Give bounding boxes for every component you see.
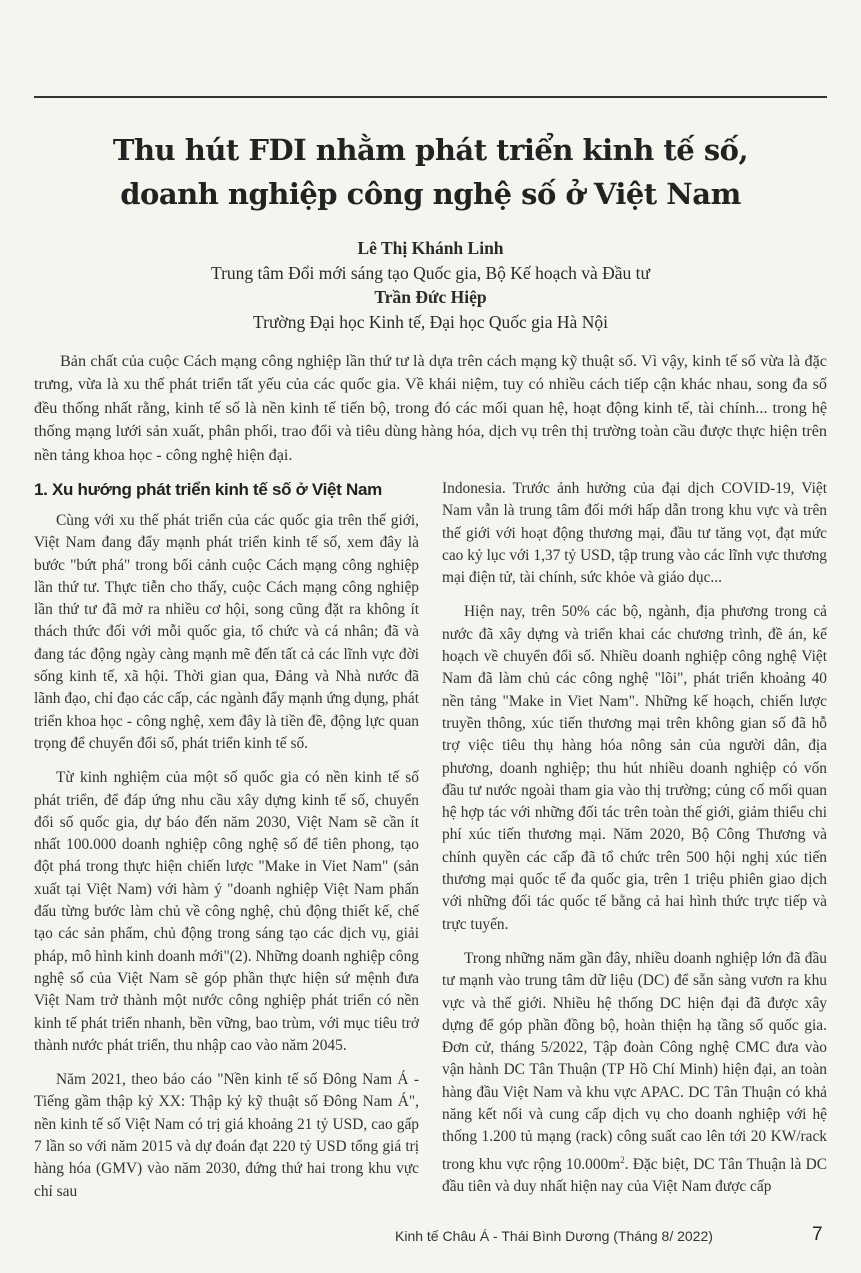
- author-2-affiliation: Trường Đại học Kinh tế, Đại học Quốc gia Hà Nội: [253, 311, 608, 332]
- paragraph: [442, 948, 827, 1198]
- author-1-affiliation: Trung tâm Đổi mới sáng tạo Quốc gia, Bộ Kế hoạch và Đầu tư: [211, 262, 650, 283]
- author-block: [34, 236, 827, 334]
- paragraph: Hiện nay, trên 50% các bộ, ngành, địa phương trong cả nước đã xây dựng và triển khai các chương trình, đề án, kế hoạch về chuyển đổi số. Nhiều doanh nghiệp công nghệ Việt Nam đã làm chủ các công nghệ "lõi", phát triển khoảng 40 nền tảng "Make in Viet Nam". Những kế hoạch, chiến lược truyền thông, xúc tiến thương mại trên không gian số đã hỗ trợ việc tiêu thụ hàng hóa nông sản của người dân, địa phương, doanh nghiệp; thu hút nhiều doanh nghiệp có vốn đầu tư nước ngoài tham gia vào thị trường; củng cố mối quan hệ hợp tác với những đối tác trên toàn thế giới, giảm thiểu chi phí xúc tiến thương mại. Năm 2020, Bộ Công Thương và chính quyền các cấp đã tổ chức trên 500 hội nghị xúc tiến thương mại quốc tế đa quốc gia, trên 1 triệu phiên giao dịch với những đối tác quốc tế bằng cả hai hình thức trực tiếp và trực tuyến.: [442, 603, 827, 933]
- author-1-name: Lê Thị Khánh Linh: [357, 238, 504, 258]
- section-heading: 1. Xu hướng phát triển kinh tế số ở Việt Nam: [34, 480, 382, 499]
- superscript: 2: [620, 1154, 625, 1165]
- page-number: 7: [812, 1224, 823, 1245]
- left-column: [34, 478, 419, 1215]
- abstract: Bản chất của cuộc Cách mạng công nghiệp lần thứ tư là dựa trên cách mạng kỹ thuật số. Vì vậy, kinh tế số vừa là đặc trưng, vừa là xu thế phát triển tất yếu của các quốc gia. Về khái niệm, tuy có nhiều cách tiếp cận khác nhau, song đa số đều thống nhất rằng, kinh tế số là nền kinh tế tiến bộ, trong đó các mối quan hệ, hoạt động kinh tế, tài chính... trong hệ thống mạng lưới sản xuất, phân phối, trao đổi và tiêu dùng hàng hóa, dịch vụ trên thị trường toàn cầu được thực hiện trên nền tảng khoa học - công nghệ hiện đại.: [34, 352, 827, 464]
- paragraph: Từ kinh nghiệm của một số quốc gia có nền kinh tế số phát triển, để đáp ứng nhu cầu xây dựng kinh tế số, chuyển đổi số quốc gia, dự báo đến năm 2030, Việt Nam sẽ cần ít nhất 100.000 doanh nghiệp công nghệ số để tiên phong, tạo đột phá trong thực hiện chiến lược "Make in Viet Nam" (sản xuất tại Việt Nam) với hàm ý "doanh nghiệp Việt Nam phấn đấu từng bước làm chủ về công nghệ, chủ động thiết kế, chế tạo các sản phẩm, chủ động trong sáng tạo các dịch vụ, giải pháp, mô hình kinh doanh mới"(2). Những doanh nghiệp công nghệ số của Việt Nam sẽ góp phần thực hiện sứ mệnh đưa Việt Nam trở thành một nước công nghiệp phát triển có nền kinh tế phát triển nhanh, bền vững, bao trùm, với mục tiêu trở thành nước phát triển, thu nhập cao vào năm 2045.: [34, 769, 419, 1054]
- header-rule: [34, 96, 827, 98]
- right-column: [442, 478, 827, 1210]
- title-line-2: doanh nghiệp công nghệ số ở Việt Nam: [120, 177, 741, 211]
- journal-footer: Kinh tế Châu Á - Thái Bình Dương (Tháng 8/ 2022): [395, 1228, 713, 1244]
- paragraph-text: Trong những năm gần đây, nhiều doanh nghiệp lớn đã đầu tư mạnh vào trung tâm dữ liệu (DC) để sẵn sàng vươn ra khu vực và thế giới. Nhiều hệ thống DC hiện đại đã được xây dựng để góp phần đồng bộ, hoàn thiện hạ tầng số quốc gia. Đơn cử, tháng 5/2022, Tập đoàn Công nghệ CMC đưa vào vận hành DC Tân Thuận (TP Hồ Chí Minh) hiện đại, an toàn hàng đầu Việt Nam và khu vực APAC. DC Tân Thuận có khả năng kết nối và cung cấp dịch vụ cho doanh nghiệp với hệ thống 1.200 tủ mạng (rack) công suất cao lên tới 20 KW/rack trong khu vực rộng 10.000m: [442, 949, 827, 1173]
- paragraph: Năm 2021, theo báo cáo "Nền kinh tế số Đông Nam Á - Tiếng gầm thập kỷ XX: Thập kỷ kỹ thuật số Đông Nam Á", nền kinh tế số Việt Nam có trị giá khoảng 21 tỷ USD, cao gấp 7 lần so với năm 2015 và dự đoán đạt 220 tỷ USD tổng giá trị hàng hóa (GMV) vào năm 2030, đứng thứ hai trong khu vực chỉ sau: [34, 1071, 419, 1200]
- article-title: [34, 128, 827, 216]
- title-line-1: Thu hút FDI nhằm phát triển kinh tế số,: [112, 133, 749, 167]
- paragraph: Indonesia. Trước ảnh hưởng của đại dịch COVID-19, Việt Nam vẫn là trung tâm đối mới hấp dẫn trong khu vực và trên thế giới với hoạt động thương mại, đầu tư tăng vọt, đạt mức cao kỷ lục với 1,37 tỷ USD, tập trung vào các lĩnh vực thương mại điện tử, tài chính, sức khỏe và giáo dục...: [442, 480, 827, 587]
- author-2-name: Trần Đức Hiệp: [374, 287, 487, 307]
- paragraph: Cùng với xu thế phát triển của các quốc gia trên thế giới, Việt Nam đang đẩy mạnh phát triển kinh tế số, xem đây là bước "bứt phá" trong bối cảnh cuộc Cách mạng công nghiệp lần thứ tư. Thực tiễn cho thấy, cuộc Cách mạng công nghiệp lần thứ tư đã mở ra nhiều cơ hội, song cũng đặt ra không ít thách thức đối với mỗi quốc gia, tổ chức và cá nhân; đã và đang tác động ngày càng mạnh mẽ đến tất cả các lĩnh vực đời sống kinh tế, xã hội. Thời gian qua, Đảng và Nhà nước đã lãnh đạo, chỉ đạo các cấp, các ngành đẩy mạnh ứng dụng, phát triển khoa học - công nghệ, xem đây là tiền đề, động lực quan trọng để chuyển đổi số, phát triển kinh tế số.: [34, 512, 419, 752]
- paragraph-text: . Đặc biệt, DC Tân Thuận là DC đầu tiên và duy nhất hiện nay của Việt Nam được cấp: [442, 1155, 827, 1196]
